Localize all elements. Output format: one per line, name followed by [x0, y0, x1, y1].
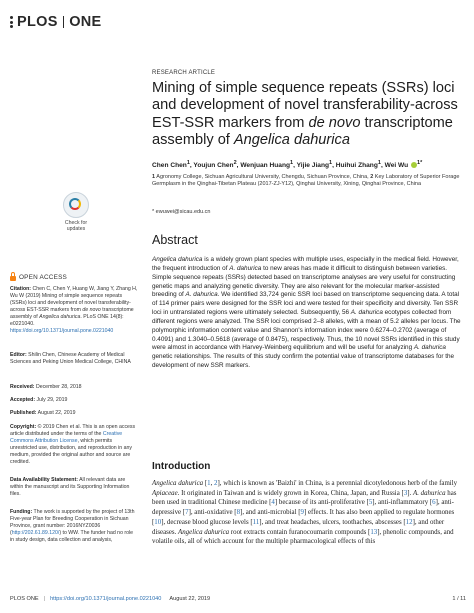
footer-journal: PLOS ONE: [10, 596, 39, 602]
reference-link[interactable]: 12: [405, 518, 413, 526]
check-updates-icon: [63, 192, 89, 218]
copyright-text: © 2019 Chen et al. This is an open access article distributed under the terms of the: [10, 424, 136, 438]
funding-text: The work is supported by the project of 13th Five-year Plan for Breeding Cooperation in Sichuan Province, grant number: 2016NYZ0036 (: [10, 509, 135, 537]
author-affil-sup: 1: [186, 160, 190, 166]
title-species: Angelica dahurica: [233, 131, 350, 148]
citation-italic: de novo: [82, 307, 101, 314]
editor-text: Shilin Chen, Chinese Academy of Medical Sciences and Peking Union Medical College, CHINA: [10, 352, 131, 366]
intro-italic: Angelica dahurica: [178, 528, 230, 536]
author-name[interactable]: Chen Chen: [152, 162, 187, 170]
author-affil-sup: 2: [233, 160, 237, 166]
funding-block: [10, 509, 138, 544]
intro-segment: ], and treat headaches, ulcers, toothaches, abscesses [: [259, 518, 406, 526]
accepted-label: Accepted:: [10, 397, 36, 403]
reference-link[interactable]: 11: [252, 518, 260, 526]
abstract-segment: ecotypes collected from different regions were analyzed. The SSR loci comprised 2–8 alleles, with a mean of 5.2 alleles per locus. The polymorphic information content value and Shannon's information index were 0.6274–0.2702 (average of 0.4091) and 1.3040–0.5618 (average of 0.8475), respectively. Thus, the 10 novel SSRs identified in this study were almost in accordance with Harvey-Weinberg equilibrium and will be useful for analyzing: [152, 309, 461, 352]
affil-text: Agronomy College, Sichuan Agricultural University, Chengdu, Sichuan Province, China,: [155, 174, 371, 180]
affil-text: Key Laboratory of Superior Forage Germplasm in the Qinghai-Tibetan Plateau (2017-ZJ-Y12), Qinghai University, Xining, Qinghai Province, China: [152, 174, 460, 188]
intro-segment: ].: [407, 489, 414, 497]
accepted-date: [10, 397, 138, 404]
citation-label: Citation:: [10, 286, 32, 292]
logo-divider: [63, 16, 65, 28]
received-value: December 28, 2018: [34, 384, 82, 390]
received-date: [10, 384, 138, 391]
affil-number: 2: [370, 174, 374, 180]
intro-segment: root extracts contain furanocoumarin compounds [: [229, 528, 371, 536]
intro-segment: ], phenolic compounds, and volatile oils, all of which account for the multiple pharmacological effects of this: [152, 528, 454, 546]
title-part1: Mining of simple sequence repeats (SSRs) loci and development of novel transferability-across EST-SSR markers from: [152, 80, 458, 131]
logo-plos-text: PLOS: [17, 14, 58, 30]
author-name[interactable]: , Yijie Jiang: [293, 162, 330, 170]
author-name[interactable]: , Wei Wu: [380, 162, 409, 170]
footer-page-number: 1 / 11: [452, 596, 466, 602]
copyright-block: [10, 424, 138, 466]
editor-block: [10, 352, 138, 366]
abstract-italic: A. dahurica: [350, 309, 383, 317]
title-italic: de novo: [308, 114, 361, 131]
reference-link[interactable]: 5: [368, 499, 373, 507]
accepted-value: July 29, 2019: [35, 397, 68, 403]
intro-segment: ], anti-oxidative [: [188, 509, 237, 517]
data-availability-label: Data Availability Statement:: [10, 477, 78, 483]
copyright-label: Copyright:: [10, 424, 37, 430]
citation-text: . PLoS ONE 14(8): e0221040.: [10, 314, 124, 328]
citation-italic: Angelica dahurica: [39, 314, 81, 321]
intro-segment: [: [203, 480, 208, 487]
author-name[interactable]: , Huihui Zhang: [332, 162, 378, 170]
copyright-text: , which permits unrestricted use, distribution, and reproduction in any medium, provided the original author and source are credited.: [10, 438, 132, 466]
intro-segment: . It originated in Taiwan and is widely grown in Korea, China, Japan, and Russia [: [177, 489, 404, 497]
abstract-segment: . We identified 33,724 genic SSR loci based on transcriptome sequencing data. A total of 114 primer pairs were designed for the SSR loci and were tested for their specificity and diversity. Ten SSR loci in untranslated regions were ultimately selected. Subsequently, 56: [152, 291, 460, 317]
affil-number: 1: [152, 174, 156, 180]
received-label: Received:: [10, 384, 35, 390]
intro-italic: Angelica dahurica: [152, 480, 204, 487]
reference-link[interactable]: 4: [271, 499, 275, 507]
badge-label-line2: updates: [66, 226, 86, 232]
intro-segment: has been used in traditional Chinese medicine [: [152, 489, 457, 507]
intro-segment: ], anti-depressive [: [152, 499, 454, 517]
citation-text: Chen C, Chen Y, Huang W, Jiang Y, Zhang H, Wu W (2019) Mining of simple sequence repeats (SSRs) loci and development of novel transferability-across EST-SSR markers from: [10, 286, 138, 314]
abstract-italic: A. dahurica: [413, 344, 446, 352]
open-access-label: [10, 273, 67, 281]
published-value: August 22, 2019: [36, 410, 76, 416]
intro-segment: ], which is known as 'Baizhi' in China, is a perennial dicotyledonous herb of the family: [217, 480, 458, 487]
reference-link[interactable]: 10: [154, 518, 162, 526]
funding-text: ) to WW. The funder had no role in study design, data collection and analysis,: [10, 530, 134, 544]
article-title: [152, 80, 468, 149]
published-label: Published:: [10, 410, 37, 416]
intro-segment: ], anti-inflammatory [: [372, 499, 433, 507]
author-affil-sup: 1: [377, 160, 381, 166]
author-name[interactable]: , Wenjuan Huang: [236, 162, 291, 170]
plos-one-logo[interactable]: [10, 14, 102, 30]
article-type: RESEARCH ARTICLE: [152, 70, 216, 76]
corresponding-mark: *: [420, 160, 423, 166]
introduction-heading: Introduction: [152, 461, 211, 472]
reference-link[interactable]: 8: [236, 509, 241, 517]
intro-segment: ,: [210, 480, 215, 487]
open-access-text: OPEN ACCESS: [19, 273, 68, 281]
title-part2: transcriptome assembly of: [152, 114, 453, 148]
footer-doi-link[interactable]: https://doi.org/10.1371/journal.pone.0221040: [50, 596, 162, 602]
corresponding-email[interactable]: * ewuwei@sicau.edu.cn: [152, 209, 211, 215]
intro-segment: ], decrease blood glucose levels [: [161, 518, 253, 526]
intro-segment: ] effects. It has also been applied to regulate hormones [: [152, 509, 455, 526]
citation-text: transcriptome assembly of: [10, 307, 134, 321]
abstract-text: [152, 256, 464, 371]
data-availability-text: All relevant data are within the manuscript and its Supporting Information files.: [10, 477, 130, 498]
abstract-italic: Angelica dahurica: [152, 256, 203, 263]
citation-doi-link[interactable]: https://doi.org/10.1371/journal.pone.0221040: [10, 328, 114, 335]
license-link[interactable]: Creative Commons Attribution License: [10, 431, 123, 445]
footer-date: August 22, 2019: [169, 596, 211, 602]
intro-italic: Apiaceae: [152, 489, 178, 497]
introduction-text: [152, 479, 464, 547]
intro-segment: ], and anti-microbial [: [240, 509, 301, 517]
funding-label: Funding:: [10, 509, 33, 515]
check-for-updates-badge[interactable]: [58, 192, 94, 232]
reference-link[interactable]: 3: [403, 489, 408, 497]
intro-italic: A. dahurica: [413, 489, 446, 497]
footer-separator: |: [43, 596, 46, 602]
intro-segment: ] because of its anti-proliferative [: [274, 499, 369, 507]
reference-link[interactable]: 6: [432, 499, 436, 507]
abstract-italic: A. dahurica: [229, 264, 262, 272]
citation-block: [10, 286, 138, 335]
reference-link[interactable]: 13: [370, 528, 378, 536]
published-date: [10, 410, 138, 417]
author-affil-sup: 1: [290, 160, 294, 166]
author-affil-sup: 1: [417, 160, 421, 166]
reference-link[interactable]: 1: [207, 480, 211, 487]
badge-label-line1: Check for: [64, 220, 88, 226]
abstract-segment: genetic relationships. The results of this study confirm the potential value of transcriptome databases for the development of new SSR markers.: [152, 353, 455, 370]
reference-link[interactable]: 7: [185, 509, 189, 517]
author-name[interactable]: , Youjun Chen: [189, 162, 234, 170]
affiliations: [152, 174, 460, 188]
reference-link[interactable]: 9: [300, 509, 304, 517]
author-affil-sup: 1: [329, 160, 333, 166]
orcid-icon[interactable]: [411, 162, 417, 168]
abstract-segment: to new areas has made it difficult to distinguish between varieties. Simple sequence repeats (SSRs) detected based on transcriptome analyses are very useful for constructing genetic maps and analyzing genetic diversity. They are also relevant for the molecular marker-assisted breeding of: [152, 264, 456, 299]
editor-label: Editor:: [10, 352, 27, 358]
open-lock-icon: [10, 276, 16, 281]
abstract-segment: is a widely grown plant species with multiple uses, especially in the medical field. However, the frequent introduction of: [152, 256, 459, 272]
plos-dots-icon: [10, 16, 13, 28]
reference-link[interactable]: 2: [214, 480, 218, 487]
footer-left: [10, 596, 210, 602]
funding-link[interactable]: http://202.61.89.120/: [11, 530, 60, 537]
abstract-heading: Abstract: [152, 233, 198, 247]
data-availability-block: [10, 477, 138, 498]
abstract-italic: A. dahurica: [185, 291, 218, 299]
logo-one-text: ONE: [69, 14, 102, 30]
intro-segment: ], and other diseases.: [152, 518, 445, 536]
author-list: [152, 160, 468, 169]
